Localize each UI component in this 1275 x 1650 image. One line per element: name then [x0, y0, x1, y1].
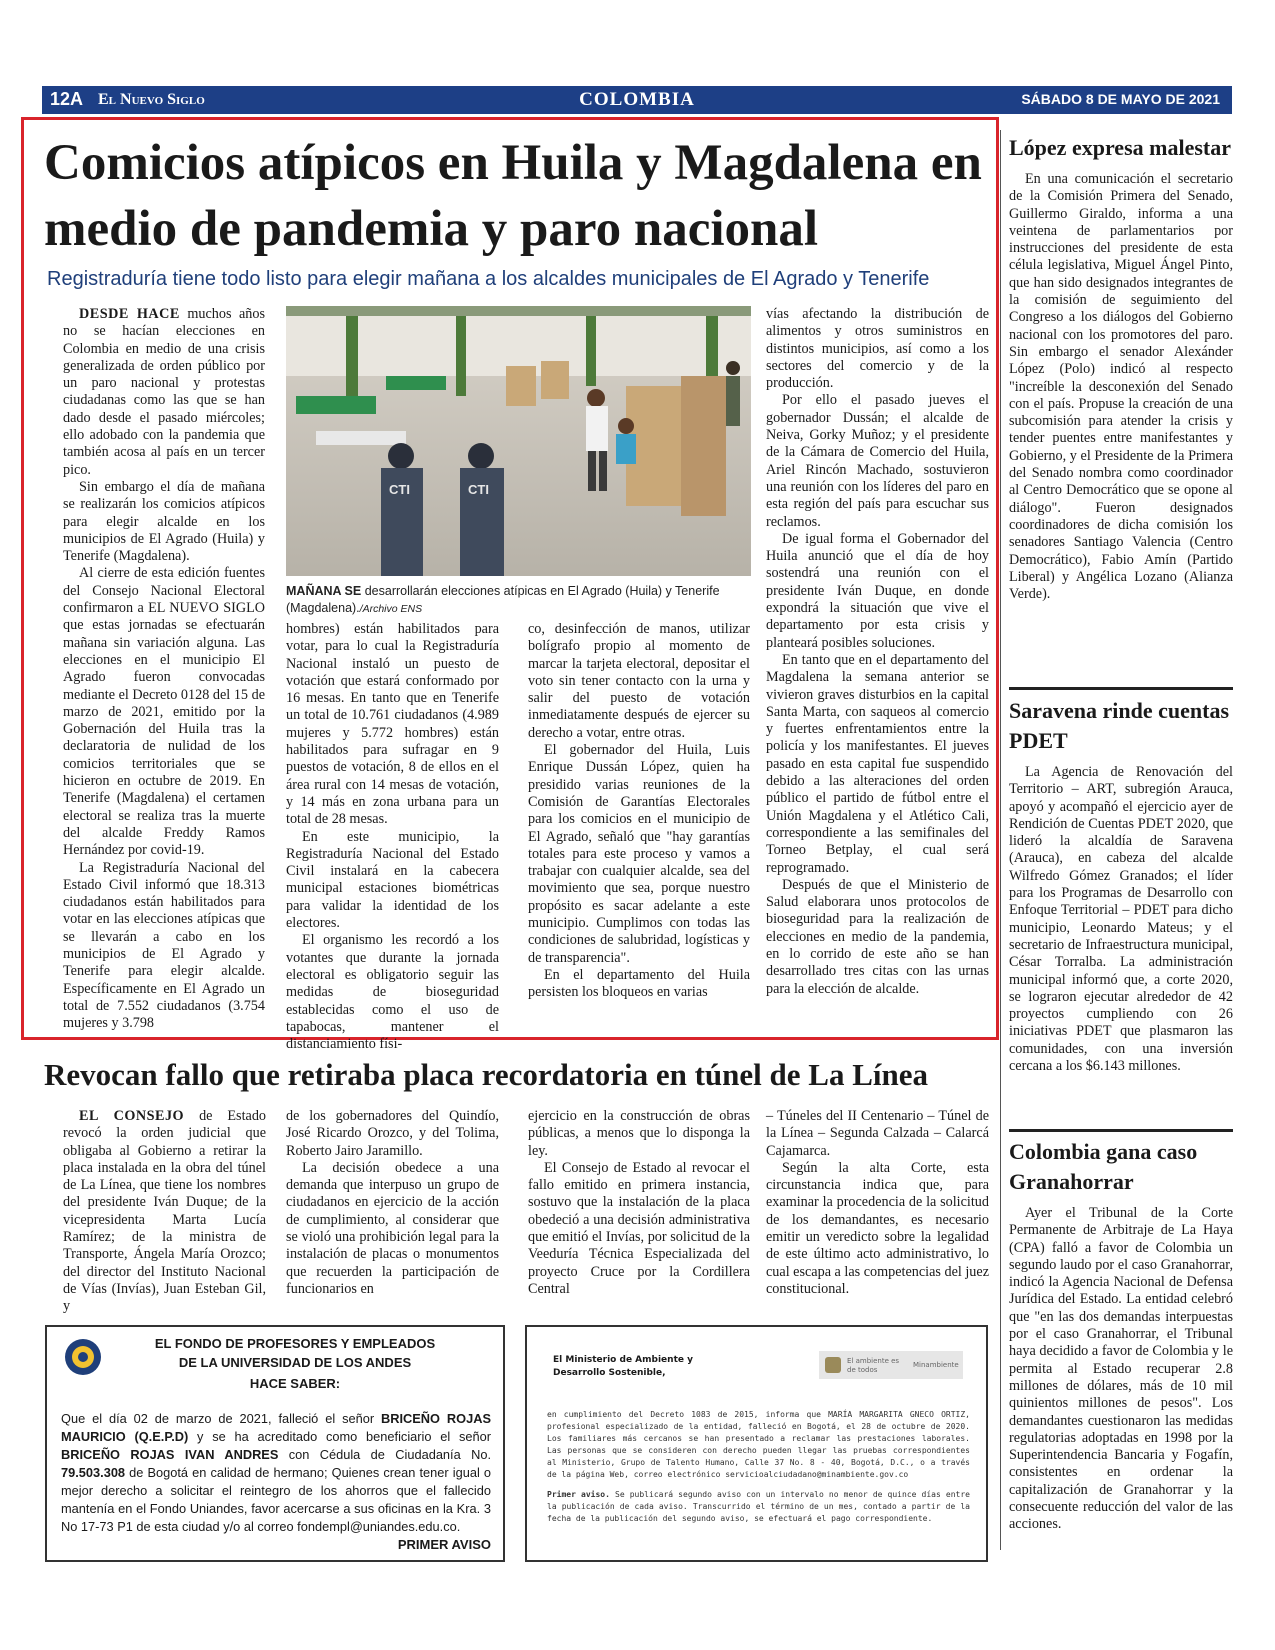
- photo-caption-text: desarrollarán elecciones atípicas en El Agrado (Huila) y Tenerife (Magdalena).: [286, 584, 720, 615]
- fondo-text-a: Que el día 02 de marzo de 2021, falleció el señor: [61, 1411, 381, 1426]
- second-col1-p1: de Estado revocó la orden judicial que obligaba al Gobierno a retirar la placa instalada en la obra del túnel de La Línea, que tiene los nombres del presidente Iván Duque; de la vicepresidenta Marta Lucía Ramírez; de la ministra de Transporte, Ángela María Orozco; del director del Instituto Nacional de Vías (Invías), Juan Esteban Gil, y: [63, 1108, 267, 1315]
- ministerio-ambiente-notice: [525, 1325, 988, 1562]
- sidebar-story-3-title: Colombia gana caso Granahorrar: [1009, 1139, 1198, 1194]
- fondo-text-b: y se ha acreditado como beneficiario el señor: [188, 1429, 491, 1444]
- second-col4-p1: – Túneles del II Centenario – Túnel de la Línea – Segunda Calzada – Calarcá Cajamarca.: [766, 1108, 989, 1159]
- second-lead-words: EL CONSEJO: [79, 1108, 185, 1124]
- ministerio-logo: [819, 1351, 963, 1379]
- main-col1-p2: Sin embargo el día de mañana se realizarán los comicios atípicos para elegir alcalde en los municipios de El Agrado (Huila) y Tenerife (Magdalena).: [63, 478, 265, 565]
- ministerio-notice-body: en cumplimiento del Decreto 1083 de 2015, informa que MARÍA MARGARITA GNECO ORTIZ, profesional especializado de la entidad, falleció en Bogotá, el 28 de octubre de 2020. Los familiares más cercanos se han presentado a reclamar las prestaciones laborales. Las personas que se consideren con derecho pueden llegar las pruebas correspondientes al Ministerio, Grupo de Talento Humano, Calle 37 No. 8 - 40, Bogotá, D.C., o a través de la página Web, correo electrónico servicioalciudadano@minambiente.gov.co: [547, 1410, 970, 1479]
- main-col2-p3: El organismo les recordó a los votantes que durante la jornada electoral es obligatorio seguir las medidas de bioseguridad establecidas como el uso de tapabocas, mantener el distanciamiento físi-: [286, 932, 499, 1053]
- photo-caption-lead: MAÑANA SE: [286, 584, 362, 598]
- sidebar-story-3: [1009, 1137, 1233, 1605]
- fondo-title-line3: HACE SABER:: [249, 1376, 341, 1391]
- main-col1-p1: muchos años no se hacían elecciones en Colombia en medio de una crisis generalizada de orden público por un paro nacional y protestas ciudadanas como las que se han dado desde el pasado miércoles; ello adobado con la pandemia que también acosa al país en un tercer pico.: [63, 306, 265, 478]
- fondo-text-c: con Cédula de Ciudadanía No.: [278, 1447, 492, 1462]
- ministerio-logo-text: El ambiente es de todos: [847, 1357, 900, 1374]
- ministerio-org-name: El Ministerio de Ambiente y Desarrollo Sostenible,: [553, 1355, 693, 1378]
- sidebar-story-3-p1: Ayer el Tribunal de la Corte Permanente de Arbitraje de La Haya (CPA) falló a favor de Colombia un segundo laudo por el caso Granahorrar, indicó la Agencia Nacional de Defensa Jurídica del Estado. La entidad celebró que "en las dos demandas interpuestas por el caso Granahorrar, el Tribunal haya decidido a favor de Colombia y le permita al Estado recuperar 2.8 millones de dólares, más de 10 mil quinientos millones de pesos". Los demandantes cuestionaron las medidas regulatorias adoptadas en 1998 por la Superintendencia Bancaria y Fogafín, consistentes en ordenar la capitalización de Granahorrar y la consecuente reducción del valor de las acciones.: [1009, 1205, 1233, 1533]
- sidebar-story-2-body: [1009, 764, 1233, 1114]
- main-col3-p1: co, desinfección de manos, utilizar bolígrafo propio al momento de marcar la tarjeta electoral, depositar el voto sin tener contacto con la urna y salir del puesto de votación inmediatamente después de ejercer su derecho a votar, entre otras.: [528, 621, 750, 741]
- fondo-beneficiary-name: BRICEÑO ROJAS IVAN ANDRES: [61, 1447, 279, 1462]
- second-headline: Revocan fallo que retiraba placa recordatoria en túnel de La Línea: [44, 1057, 928, 1092]
- ministerio-notice-footer: [547, 1489, 970, 1525]
- second-col4-p2: Según la alta Corte, esta circunstancia indica que, para examinar la procedencia de la solicitud de los demandantes, es necesario emitir un veredicto sobre la legalidad de este último acto administrativo, lo cual escapa a las competencias del juez constitucional.: [766, 1159, 989, 1297]
- main-column-4: [766, 306, 989, 1026]
- sidebar-story-1-p1: En una comunicación el secretario de la Comisión Primera del Senado, Guillermo Giraldo, informa a una veintena de parlamentarios por instrucciones del presidente de esta célula legislativa, Miguel Ángel Pinto, que han sido designados integrantes de la comisión de seguimiento del Congreso a los diálogos del Gobierno nacional con los promotores del paro. Sin embargo el senador Alexánder López (Polo) indicó al respecto "increíble la desconexión del Senado con el país. Propuse la creación de una subcomisión para atender la crisis y tender puentes entre manifestantes y Gobierno, y el Presidente de la Primera del Senado nombra como coordinador al Centro Democrático que se opone al diálogo". Fueron designados coordinadores de dicha comisión los senadores Santiago Valencia (Centro Democrático), Fabio Amín (Partido Liberal) y Angélica Lozano (Alianza Verde).: [1009, 171, 1233, 603]
- ministerio-notice-text: Se publicará segundo aviso con un intervalo no menor de quince días entre la publicación de cada aviso. Transcurrido el término de un mes, contado a partir de la fecha de la publicación del segundo aviso, se efectuará el pago correspondiente.: [547, 1490, 970, 1523]
- sidebar-story-2-title: Saravena rinde cuentas PDET: [1009, 698, 1229, 753]
- vest-text-2: CTI: [468, 482, 489, 497]
- main-col2-p2: En este municipio, la Registraduría Nacional del Estado Civil instalará en la cabecera municipal estaciones biométricas para validar la identidad de los electores.: [286, 828, 499, 932]
- page-number: 12A: [50, 89, 84, 109]
- sidebar-story-1: [1009, 133, 1233, 644]
- newspaper-name: El Nuevo Siglo: [98, 91, 205, 108]
- sidebar-story-1-title: López expresa malestar: [1009, 135, 1231, 160]
- photo-credit: /Archivo ENS: [359, 603, 423, 615]
- fondo-text-d: de Bogotá en calidad de hermano; Quienes crean tener igual o mejor derecho a solicitar el reintegro de los ahorros que el fallecido mantenía en el Fondo Uniandes, favor acercarse a sus oficinas en la Kra. 3 No 17-73 P1 de esta ciudad y/o al correo fondempl@uniandes.edu.co.: [61, 1465, 491, 1534]
- election-photo: [286, 306, 751, 576]
- main-lead-words: DESDE HACE: [79, 306, 180, 322]
- second-col2-p1: de los gobernadores del Quindío, José Ricardo Orozco, y del Tolima, Roberto Jairo Jaramillo.: [286, 1108, 499, 1159]
- ministerio-logo-text-2: Minambiente: [913, 1361, 959, 1369]
- fondo-deceased-name: BRICEÑO ROJAS MAURICIO (Q.E.P.D): [61, 1411, 491, 1444]
- second-column-4: [766, 1108, 989, 1306]
- main-col4-p3: De igual forma el Gobernador del Huila anunció que el día de hoy sostendrá una reunión con el presidente Iván Duque, en donde expondrá la situación que vive el departamento por esta crisis y planteará posibles soluciones.: [766, 530, 989, 651]
- main-col3-p3: En el departamento del Huila persisten los bloqueos en varias: [528, 966, 750, 1001]
- main-col3-p2: El gobernador del Huila, Luis Enrique Dussán López, quien ha presidido varias reuniones de la Comisión de Garantías Electorales para los comicios en el municipio de El Agrado, señaló que "hay garantías totales para este proceso y vamos a trabajar con cualquier alcalde, sea del movimiento que sea, porque nuestro propósito es sacar adelante a este municipio. Cumplimos con todas las condiciones de salubridad, logísticas y de transparencia".: [528, 742, 750, 966]
- main-col1-p3: Al cierre de esta edición fuentes del Consejo Nacional Electoral confirmaron a EL NUEVO SIGLO que estas jornadas se efectuarán mañana sin variación alguna. Las elecciones en el municipio El Agrado fueron convocadas mediante el Decreto 0128 del 15 de marzo de 2021, emitido por la Gobernación del Huila tras la declaratoria de nulidad de los comicios territoriales que se hicieron en octubre de 2019. En Tenerife (Magdalena) el certamen electoral se realiza tras la muerte del alcalde Freddy Ramos Hernández por covid-19.: [63, 565, 265, 859]
- main-column-3: [528, 621, 750, 1026]
- main-subheadline: Registraduría tiene todo listo para elegir mañana a los alcaldes municipales de El Agrado y Tenerife: [47, 268, 930, 290]
- photo-caption: [286, 583, 751, 618]
- main-col4-p5: Después de que el Ministerio de Salud elaborara unos protocolos de bioseguridad para la realización de elecciones en medio de la pandemia, en lo corrido de este año se han desarrollado tres citas con las urnas para la elección de alcalde.: [766, 876, 989, 997]
- fondo-notice-body: [61, 1410, 491, 1536]
- second-col3-p2: El Consejo de Estado al revocar el fallo emitido en primera instancia, sostuvo que la instalación de la placa obedeció a una decisión administrativa que emitió el Invías, por solicitud de la Veeduría Técnica Especializada del proyecto Cruce por la Cordillera Central: [528, 1159, 750, 1297]
- vest-text-1: CTI: [389, 482, 410, 497]
- sidebar-story-2-p1: La Agencia de Renovación del Territorio – ART, subregión Arauca, apoyó y acompañó el ejercicio ayer de Rendición de Cuentas PDET 2020, que lideró la alcaldía de Saravena (Arauca), en cabeza del alcalde Wilfredo Gómez Granados; el líder para los Programas de Desarrollo con Enfoque Territorial – PDET para dicho municipio, Leonardo Mateus; y el secretario de Infraestructura municipal, César Torralba. La administración municipal informó que, a corte 2020, se lograron ejecutar alrededor de 42 proyectos cumpliendo con 26 iniciativas PDET que plasmaron las comunidades, con una inversión cercana a los $6.143 millones.: [1009, 764, 1233, 1075]
- fondo-uniandes-notice: [45, 1325, 505, 1562]
- fondo-title-line1: EL FONDO DE PROFESORES Y EMPLEADOS: [154, 1336, 436, 1351]
- colombia-shield-icon: [823, 1355, 843, 1375]
- main-col2-p1: hombres) están habilitados para votar, para lo cual la Registraduría Nacional instaló un puesto de votación que estará conformado por 16 mesas. En tanto que en Tenerife un total de 10.761 ciudadanos (4.989 mujeres y 5.772 hombres) están habilitados para sufragar en 9 puestos de votación, 8 de ellos en el área rural con 14 mesas de votación, y 14 más en zona urbana para un total de 28 mesas.: [286, 621, 499, 828]
- issue-date: SÁBADO 8 DE MAYO DE 2021: [1021, 91, 1220, 107]
- sidebar-story-3-body: [1009, 1205, 1233, 1605]
- ministerio-notice-lead: Primer aviso.: [547, 1490, 610, 1499]
- section-name: COLOMBIA: [579, 89, 695, 110]
- sidebar-story-2: [1009, 696, 1233, 1114]
- election-photo-illustration: [286, 306, 751, 576]
- main-col4-p2: Por ello el pasado jueves el gobernador Dussán; el alcalde de Neiva, Gorky Muñoz; y el presidente de la Cámara de Comercio del Huila, Ariel Rincón Machado, sostuvieron una reunión con los líderes del paro en esta región del país para escuchar sus reclamos.: [766, 392, 989, 530]
- fondo-title-line2: DE LA UNIVERSIDAD DE LOS ANDES: [178, 1355, 412, 1370]
- fondo-notice-footer: PRIMER AVISO: [397, 1537, 491, 1552]
- fondo-id-number: 79.503.308: [61, 1465, 126, 1480]
- main-column-1: [63, 306, 265, 1032]
- main-col4-p1: vías afectando la distribución de alimentos y otros suministros en distintos municipios, así como a los sectores del comercio y de la producción.: [766, 306, 989, 392]
- sidebar-story-1-body: [1009, 171, 1233, 644]
- main-col1-p4: La Registraduría Nacional del Estado Civil informó que 18.313 ciudadanos están habilitados para votar en las elecciones atípicas que se llevarán a cabo en los municipios de El Agrado y Tenerife para elegir alcalde. Específicamente en El Agrado un total de 7.552 ciudadanos (3.754 mujeres y 3.798: [63, 859, 265, 1032]
- sidebar-rule-1: [1009, 687, 1233, 690]
- sidebar-divider: [1000, 130, 1001, 1550]
- second-col2-p2: La decisión obedece a una demanda que interpuso un grupo de ciudadanos en ejercicio de la acción de cumplimiento, al considerar que se violó una prohibición legal para la instalación de placas o monumentos que recuerden la participación de funcionarios en: [286, 1159, 499, 1297]
- second-column-2: [286, 1108, 499, 1306]
- main-column-2: [286, 621, 499, 1053]
- main-headline: Comicios atípicos en Huila y Magdalena en medio de pandemia y paro nacional: [44, 135, 982, 257]
- second-column-3: [528, 1108, 750, 1306]
- second-column-1: [63, 1108, 267, 1315]
- main-col4-p4: En tanto que en el departamento del Magdalena la semana anterior se vivieron graves disturbios en la capital Santa Marta, con saqueos al comercio y fuertes enfrentamientos entre la policía y los manifestantes. El jueves pasado en esta capital fue suspendido debido a las alteraciones del orden público el partido de fútbol entre el Unión Magdalena y el Atlético Cali, correspondiente a las semifinales del Torneo Betplay, el cual será reprogramado.: [766, 651, 989, 876]
- page-header-bar: [42, 86, 1232, 114]
- sidebar-rule-2: [1009, 1129, 1233, 1132]
- second-col3-p1: ejercicio en la construcción de obras públicas, a menos que lo disponga la ley.: [528, 1108, 750, 1159]
